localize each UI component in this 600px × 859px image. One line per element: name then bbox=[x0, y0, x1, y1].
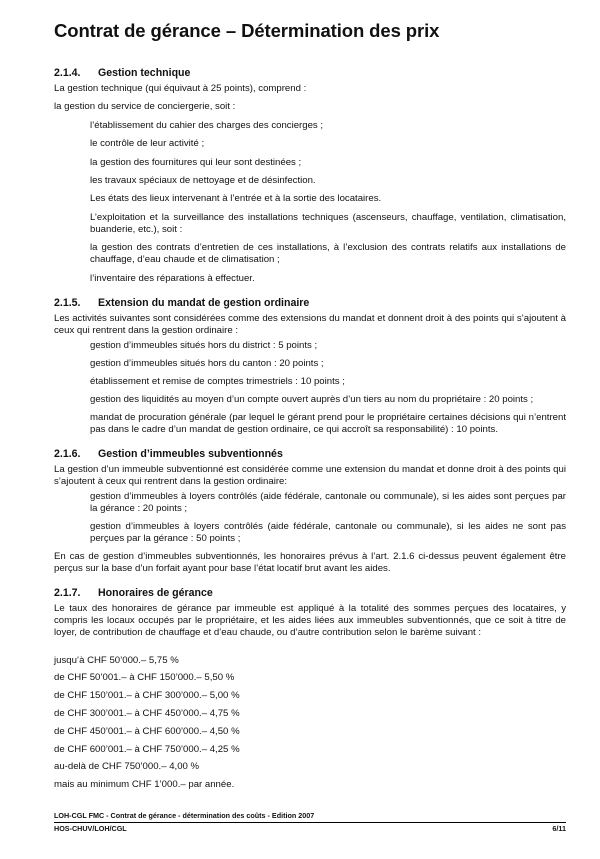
section-2-1-5 bbox=[54, 297, 566, 436]
fee-row: de CHF 600’001.– à CHF 750’000.– 4,25 % bbox=[54, 743, 240, 755]
section-title: Extension du mandat de gestion ordinaire bbox=[98, 296, 310, 309]
list-item: gestion d’immeubles situés hors du canton : 20 points ; bbox=[90, 357, 324, 369]
fee-schedule bbox=[54, 655, 566, 792]
section-heading bbox=[54, 448, 566, 460]
section-number: 2.1.5. bbox=[54, 296, 81, 309]
list-item: gestion d’immeubles à loyers contrôlés (aide fédérale, cantonale ou communale), si les aides ne sont pas perçues par la gérance : 50 points ; bbox=[90, 520, 566, 544]
list-item: gestion des liquidités au moyen d’un compte ouvert auprès d’un tiers au nom du propriétaire : 20 points ; bbox=[90, 393, 534, 405]
list-item: gestion d’immeubles situés hors du district : 5 points ; bbox=[90, 339, 318, 351]
section-2-1-7 bbox=[54, 587, 566, 792]
list-item: L’exploitation et la surveillance des installations techniques (ascenseurs, chauffage, ventilation, climatisation, buanderie, etc.), soit : bbox=[90, 211, 566, 235]
section-number: 2.1.4. bbox=[54, 67, 81, 79]
section-title: Gestion technique bbox=[98, 67, 191, 79]
section-2-1-6 bbox=[54, 448, 566, 575]
fee-row: de CHF 300’001.– à CHF 450’000.– 4,75 % bbox=[54, 707, 240, 719]
list-item: Les états des lieux intervenant à l’entrée et à la sortie des locataires. bbox=[90, 193, 382, 205]
section-2-1-4 bbox=[54, 67, 566, 285]
list-item: gestion d’immeubles à loyers contrôlés (aide fédérale, cantonale ou communale), si les aides sont perçues par la gérance : 20 points ; bbox=[90, 490, 566, 514]
list-item: la gestion des contrats d’entretien de ces installations, à l’exclusion des contrats relatifs aux installations de chauffage, d’eau chaude et de climatisation ; bbox=[90, 242, 566, 266]
page-footer bbox=[54, 811, 566, 833]
list-item: l’établissement du cahier des charges des concierges ; bbox=[90, 119, 324, 131]
fee-row: de CHF 50’001.– à CHF 150’000.– 5,50 % bbox=[54, 672, 235, 684]
paragraph: Le taux des honoraires de gérance par immeuble est appliqué à la totalité des sommes perçues des locataires, y compris les locaux occupés par le propriétaire, et les aides liées aux immeubles subventionnés, que ce soit à titre de loyer, de contribution de chauffage et d’eau chaude, ou d’autre contribution selon le barème suivant : bbox=[54, 602, 566, 638]
fee-row: mais au minimum CHF 1’000.– par année. bbox=[54, 779, 235, 791]
paragraph: En cas de gestion d’immeubles subventionnés, les honoraires prévus à l’art. 2.1.6 ci-dessus peuvent également être perçus sur la base d’un forfait ayant pour base l’état locatif brut avant les aides. bbox=[54, 550, 566, 574]
paragraph: La gestion d’un immeuble subventionné est considérée comme une extension du mandat et donne droit à des points qui s’ajoutent à ceux qui rentrent dans la gestion ordinaire: bbox=[54, 463, 566, 487]
section-heading bbox=[54, 67, 566, 79]
page-title: Contrat de gérance – Détermination des prix bbox=[54, 20, 440, 41]
list-item: mandat de procuration générale (par lequel le gérant prend pour le propriétaire certaines décisions qui n’entrent pas dans le cadre d’un mandat de gestion ordinaire, ce qui accroît sa responsabilité) : 10 points. bbox=[90, 411, 566, 435]
document-body bbox=[54, 67, 566, 803]
section-heading bbox=[54, 297, 566, 309]
paragraph: la gestion du service de conciergerie, soit : bbox=[54, 101, 236, 113]
fee-row: de CHF 450’001.– à CHF 600’000.– 4,50 % bbox=[54, 725, 240, 737]
footer-divider bbox=[54, 822, 566, 823]
fee-row: jusqu’à CHF 50’000.– 5,75 % bbox=[54, 654, 179, 666]
section-heading bbox=[54, 587, 566, 599]
footer-bottom-line bbox=[54, 824, 566, 833]
list-item: le contrôle de leur activité ; bbox=[90, 138, 205, 150]
list-item: les travaux spéciaux de nettoyage et de désinfection. bbox=[90, 174, 316, 186]
fee-row: de CHF 150’001.– à CHF 300’000.– 5,00 % bbox=[54, 690, 240, 702]
paragraph: Les activités suivantes sont considérées comme des extensions du mandat et donnent droit à des points qui s’ajoutent à ceux qui rentrent dans la gestion ordinaire : bbox=[54, 312, 566, 336]
list-item: établissement et remise de comptes trimestriels : 10 points ; bbox=[90, 375, 345, 387]
fee-row: au-delà de CHF 750’000.– 4,00 % bbox=[54, 761, 200, 773]
page-number: 6/11 bbox=[552, 824, 566, 833]
list-item: l’inventaire des réparations à effectuer. bbox=[90, 272, 255, 284]
section-title: Gestion d’immeubles subventionnés bbox=[98, 447, 283, 460]
footer-document-title: LOH-CGL FMC - Contrat de gérance - détermination des coûts - Edition 2007 bbox=[54, 811, 315, 820]
section-title: Honoraires de gérance bbox=[98, 586, 213, 599]
section-number: 2.1.6. bbox=[54, 447, 81, 460]
paragraph: La gestion technique (qui équivaut à 25 points), comprend : bbox=[54, 83, 307, 94]
list-item: la gestion des fournitures qui leur sont destinées ; bbox=[90, 156, 302, 168]
footer-reference: HOS-CHUV/LOH/CGL bbox=[54, 824, 127, 833]
section-number: 2.1.7. bbox=[54, 586, 81, 599]
